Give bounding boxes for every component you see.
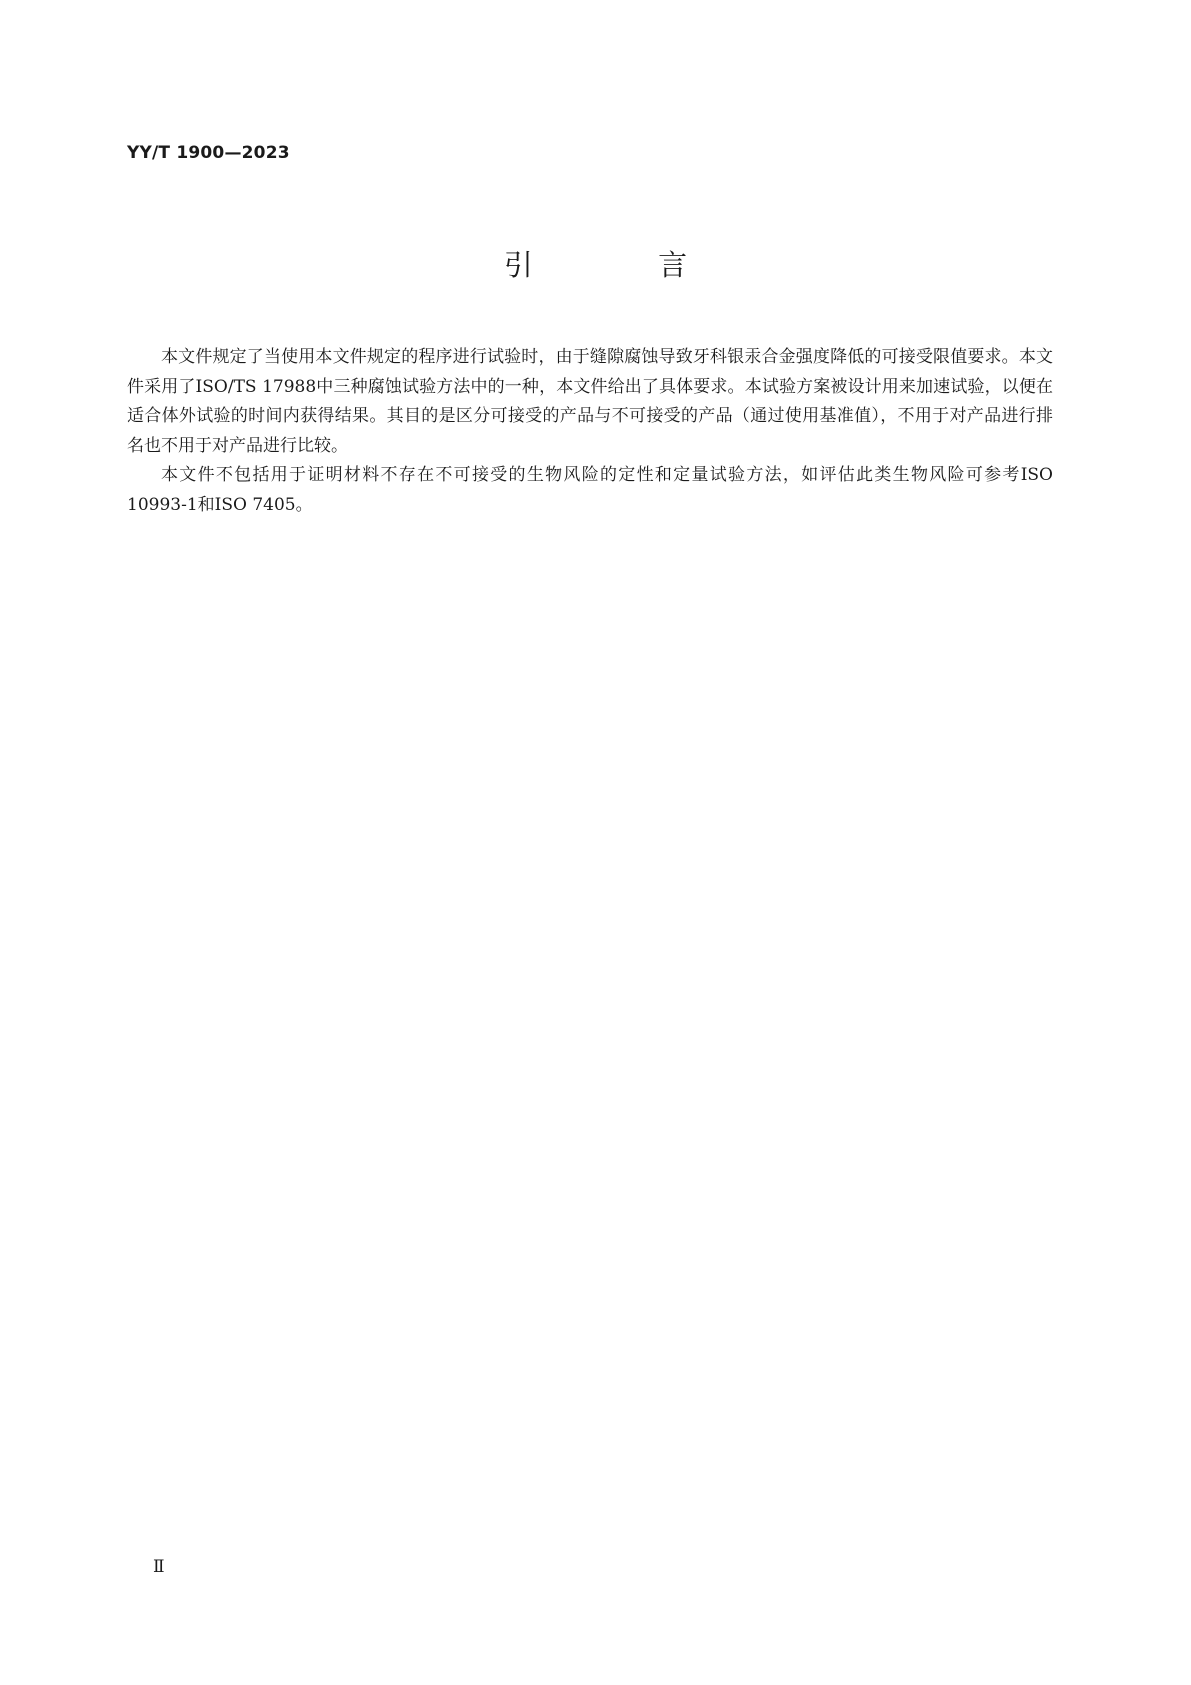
standard-code: YY/T 1900—2023	[127, 143, 290, 163]
page-number: Ⅱ	[153, 1557, 165, 1577]
introduction-body	[127, 343, 1053, 520]
paragraph-1: 本文件规定了当使用本文件规定的程序进行试验时，由于缝隙腐蚀导致牙科银汞合金强度降低的可接受限值要求。本文件采用了ISO/TS 17988中三种腐蚀试验方法中的一种，本文件给出了具体要求。本试验方案被设计用来加速试验，以便在适合体外试验的时间内获得结果。其目的是区分可接受的产品与不可接受的产品（通过使用基准值），不用于对产品进行排名也不用于对产品进行比较。	[127, 347, 1053, 456]
paragraph-2: 本文件不包括用于证明材料不存在不可接受的生物风险的定性和定量试验方法，如评估此类生物风险可参考ISO 10993-1和ISO 7405。	[127, 465, 1053, 515]
page-title: 引 言	[503, 248, 746, 282]
